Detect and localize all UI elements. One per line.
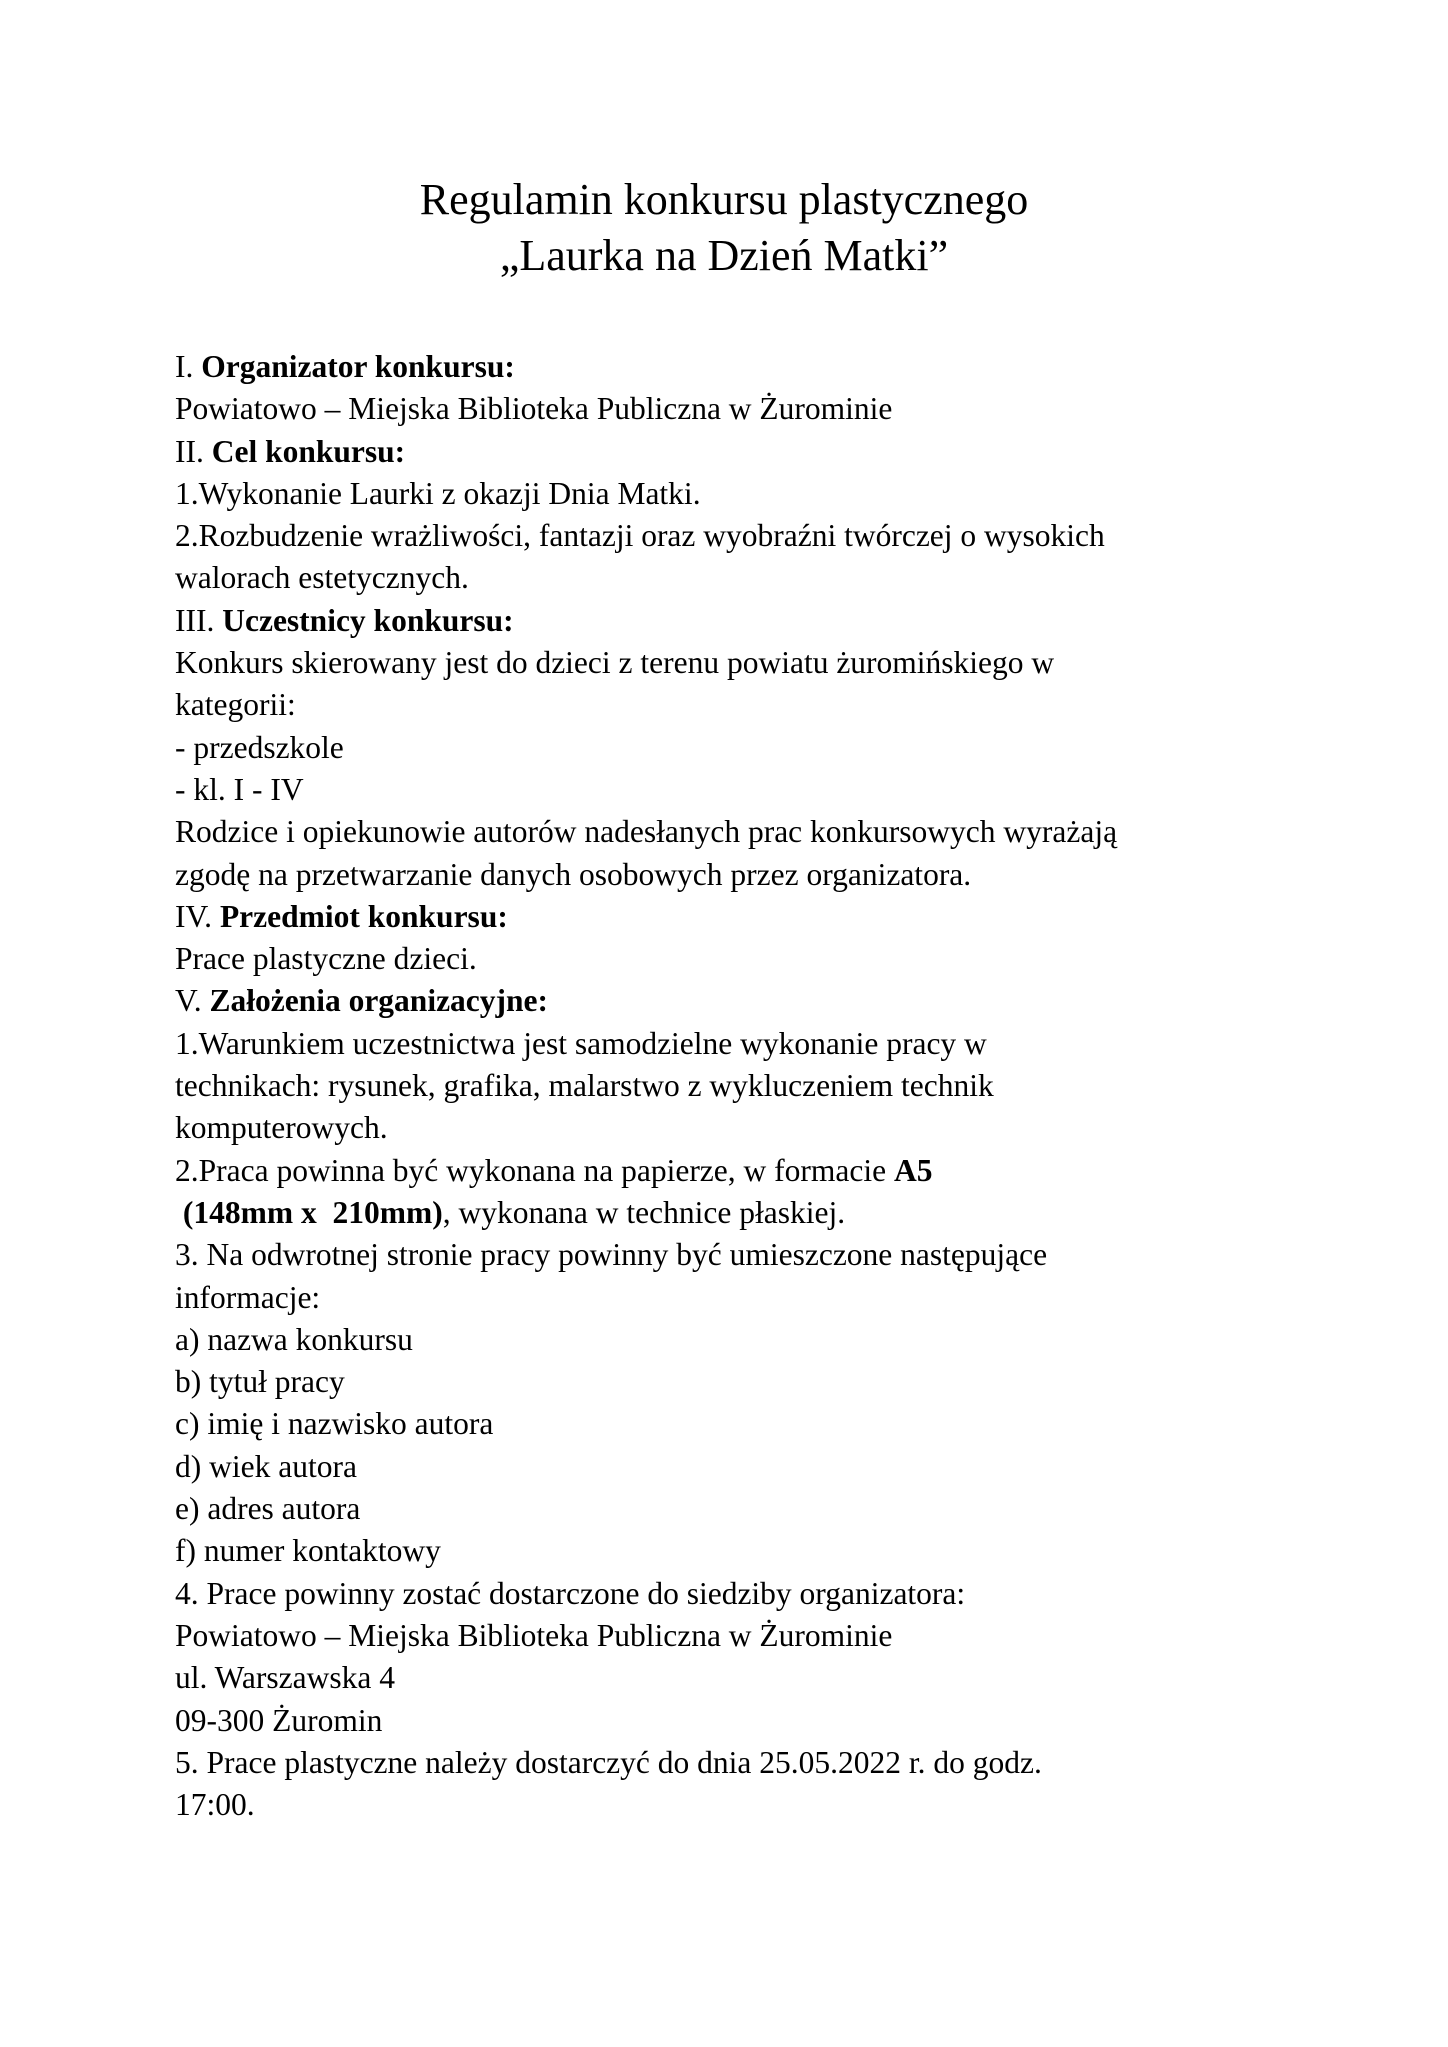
format-line-2 <box>175 1192 1355 1234</box>
document-body <box>175 346 1355 1826</box>
title-line-1: Regulamin konkursu plastycznego <box>419 175 1029 224</box>
section-heading-assumptions <box>175 980 1355 1022</box>
address-line: ul. Warszawska 4 <box>175 1660 395 1696</box>
list-item: a) nazwa konkursu <box>175 1321 413 1357</box>
list-item: e) adres autora <box>175 1491 361 1527</box>
format-line-1 <box>175 1150 1355 1192</box>
section-heading-text: Cel konkursu: <box>211 433 406 469</box>
section-heading-goal <box>175 431 1355 473</box>
paragraph-line: Konkurs skierowany jest do dzieci z terenu powiatu żuromińskiego w <box>175 645 1055 681</box>
list-item: c) imię i nazwisko autora <box>175 1406 494 1442</box>
paragraph-line: walorach estetycznych. <box>175 560 469 596</box>
list-item: f) numer kontaktowy <box>175 1533 441 1569</box>
paragraph-line: Powiatowo – Miejska Biblioteka Publiczna w Żurominie <box>175 391 893 427</box>
section-heading-text: Założenia organizacyjne: <box>209 983 549 1019</box>
paragraph-line: 17:00. <box>175 1787 255 1823</box>
list-item: - przedszkole <box>175 729 344 765</box>
address-line: Powiatowo – Miejska Biblioteka Publiczna w Żurominie <box>175 1617 893 1653</box>
section-heading-participants <box>175 600 1355 642</box>
title-line-2: „Laurka na Dzień Matki” <box>499 231 949 280</box>
paragraph-line: Prace plastyczne dzieci. <box>175 941 477 977</box>
paragraph-line: zgodę na przetwarzanie danych osobowych przez organizatora. <box>175 856 972 892</box>
format-dimensions: (148mm x 210mm) <box>175 1194 443 1230</box>
section-heading-subject <box>175 896 1355 938</box>
paragraph-line: 1.Wykonanie Laurki z okazji Dnia Matki. <box>175 475 701 511</box>
paragraph-line: 4. Prace powinny zostać dostarczone do siedziby organizatora: <box>175 1575 966 1611</box>
paragraph-line: komputerowych. <box>175 1110 388 1146</box>
list-item: d) wiek autora <box>175 1448 357 1484</box>
format-text: 2.Praca powinna być wykonana na papierze, w formacie <box>175 1152 894 1188</box>
format-size-label: A5 <box>893 1152 933 1188</box>
paragraph-line: kategorii: <box>175 687 296 723</box>
paragraph-line: 1.Warunkiem uczestnictwa jest samodzielne wykonanie pracy w <box>175 1025 987 1061</box>
section-heading-text: Uczestnicy konkursu: <box>222 602 514 638</box>
list-item: b) tytuł pracy <box>175 1364 345 1400</box>
paragraph-line: technikach: rysunek, grafika, malarstwo z wykluczeniem technik <box>175 1068 994 1104</box>
section-heading-text: Organizator konkursu: <box>201 349 515 384</box>
section-heading-organizer <box>175 346 1355 388</box>
section-number: II. <box>175 433 212 469</box>
list-item: - kl. I - IV <box>175 771 304 807</box>
section-number: I. <box>175 349 202 384</box>
paragraph-line: 3. Na odwrotnej stronie pracy powinny być umieszczone następujące <box>175 1237 1048 1273</box>
paragraph-line: 5. Prace plastyczne należy dostarczyć do dnia 25.05.2022 r. do godz. <box>175 1744 1042 1780</box>
section-number: IV. <box>175 898 220 934</box>
format-technique-text: , wykonana w technice płaskiej. <box>442 1194 846 1230</box>
paragraph-line: informacje: <box>175 1279 321 1315</box>
section-number: III. <box>175 602 223 638</box>
document-title <box>0 172 1448 284</box>
paragraph-line: Rodzice i opiekunowie autorów nadesłanych prac konkursowych wyrażają <box>175 814 1118 850</box>
paragraph-line: 2.Rozbudzenie wrażliwości, fantazji oraz wyobraźni twórczej o wysokich <box>175 518 1105 554</box>
section-heading-text: Przedmiot konkursu: <box>219 898 508 934</box>
section-number: V. <box>175 983 210 1019</box>
address-line: 09-300 Żuromin <box>175 1702 383 1738</box>
